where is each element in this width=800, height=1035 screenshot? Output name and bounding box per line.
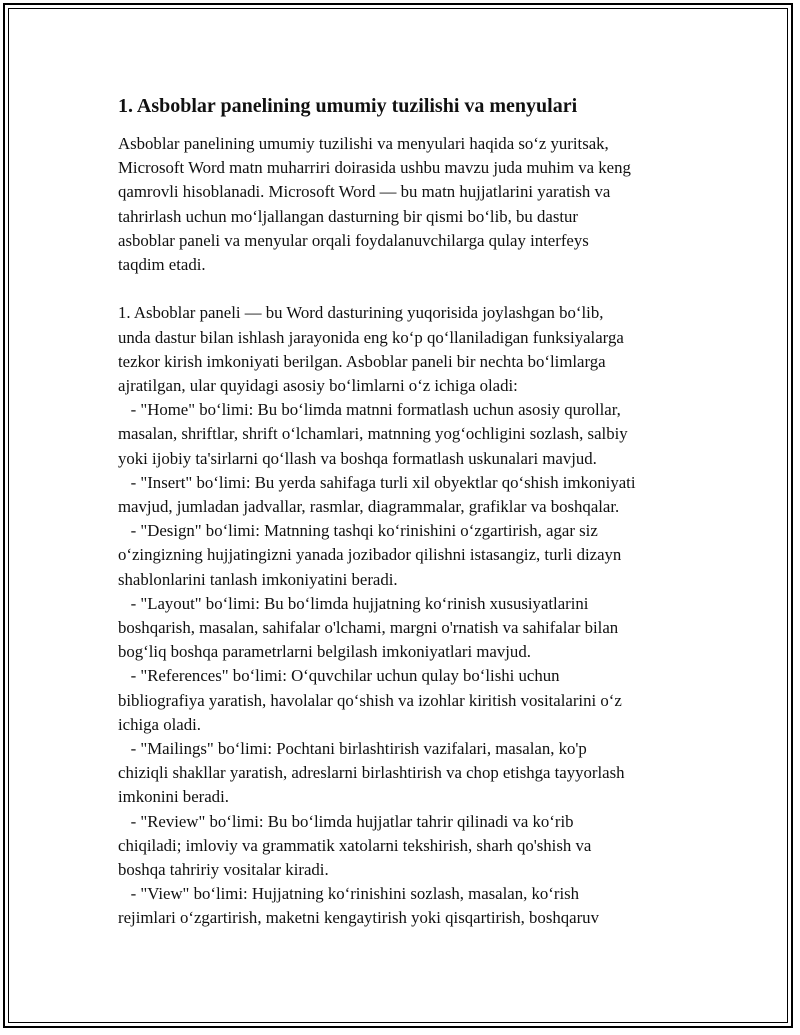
text-line: masalan, shriftlar, shrift o‘lchamlari, matnning yog‘ochligini sozlash, salbiy <box>118 424 628 444</box>
text-line: bog‘liq boshqa parametrlarni belgilash imkoniyatlari mavjud. <box>118 642 531 662</box>
toolbar-sections-paragraph <box>118 301 690 930</box>
text-line: mavjud, jumladan jadvallar, rasmlar, diagrammalar, grafiklar va boshqalar. <box>118 497 620 517</box>
text-line: boshqa tahririy vositalar kiradi. <box>118 860 329 880</box>
list-item-mailings: - "Mailings" bo‘limi: Pochtani birlashtirish vazifalari, masalan, ko'p <box>118 739 587 759</box>
text-line: asboblar paneli va menyular orqali foydalanuvchilarga qulay interfeys <box>118 230 589 250</box>
list-item-view: - "View" bo‘limi: Hujjatning ko‘rinishini sozlash, masalan, ko‘rish <box>118 884 580 904</box>
paragraph-gap <box>118 277 690 301</box>
text-line: 1. Asboblar paneli — bu Word dasturining yuqorisida joylashgan bo‘lib, <box>118 303 604 323</box>
text-line: Asboblar panelining umumiy tuzilishi va menyulari haqida so‘z yuritsak, <box>118 134 609 153</box>
list-item-references: - "References" bo‘limi: O‘quvchilar uchun qulay bo‘lishi uchun <box>118 666 560 686</box>
text-line: qamrovli hisoblanadi. Microsoft Word — bu matn hujjatlarini yaratish va <box>118 182 611 202</box>
document-body <box>118 92 690 931</box>
list-item-insert: - "Insert" bo‘limi: Bu yerda sahifaga turli xil obyektlar qo‘shish imkoniyati <box>118 472 636 492</box>
text-line: bibliografiya yaratish, havolalar qo‘shish va izohlar kiritish vositalarini o‘z <box>118 690 622 710</box>
list-item-review: - "Review" bo‘limi: Bu bo‘limda hujjatlar tahrir qilinadi va ko‘rib <box>118 811 574 831</box>
text-line: ajratilgan, ular quyidagi asosiy bo‘limlarni o‘z ichiga oladi: <box>118 376 518 396</box>
list-item-home: - "Home" bo‘limi: Bu bo‘limda matnni formatlash uchun asosiy qurollar, <box>118 400 621 420</box>
text-line: tezkor kirish imkoniyati berilgan. Asboblar paneli bir nechta bo‘limlarga <box>118 351 606 371</box>
text-line: Microsoft Word matn muharriri doirasida ushbu mavzu juda muhim va keng <box>118 158 631 178</box>
list-item-layout: - "Layout" bo‘limi: Bu bo‘limda hujjatning ko‘rinish xususiyatlarini <box>118 593 589 613</box>
list-item-design: - "Design" bo‘limi: Matnning tashqi ko‘rinishini o‘zgartirish, agar siz <box>118 521 598 541</box>
text-line: chiziqli shakllar yaratish, adreslarni birlashtirish va chop etishga tayyorlash <box>118 763 625 783</box>
text-line: yoki ijobiy ta'sirlarni qo‘llash va boshqa formatlash uskunalari mavjud. <box>118 448 597 468</box>
intro-paragraph <box>118 132 690 277</box>
text-line: ichiga oladi. <box>118 714 201 734</box>
text-line: chiqiladi; imloviy va grammatik xatolarni tekshirish, sharh qo'shish va <box>118 835 592 855</box>
text-line: tahrirlash uchun mo‘ljallangan dasturning bir qismi bo‘lib, bu dastur <box>118 206 579 226</box>
text-line: shablonlarini tanlash imkoniyatini beradi. <box>118 569 398 589</box>
text-line: imkonini beradi. <box>118 787 229 807</box>
text-line: taqdim etadi. <box>118 255 206 275</box>
text-line: o‘zingizning hujjatingizni yanada jozibador qilishni istasangiz, turli dizayn <box>118 545 622 565</box>
text-line: boshqarish, masalan, sahifalar o'lchami, margni o'rnatish va sahifalar bilan <box>118 618 619 638</box>
text-line: rejimlari o‘zgartirish, maketni kengaytirish yoki qisqartirish, boshqaruv <box>118 908 599 928</box>
text-line: unda dastur bilan ishlash jarayonida eng ko‘p qo‘llaniladigan funksiyalarga <box>118 327 624 347</box>
section-heading: 1. Asboblar panelining umumiy tuzilishi va menyulari <box>118 95 578 117</box>
